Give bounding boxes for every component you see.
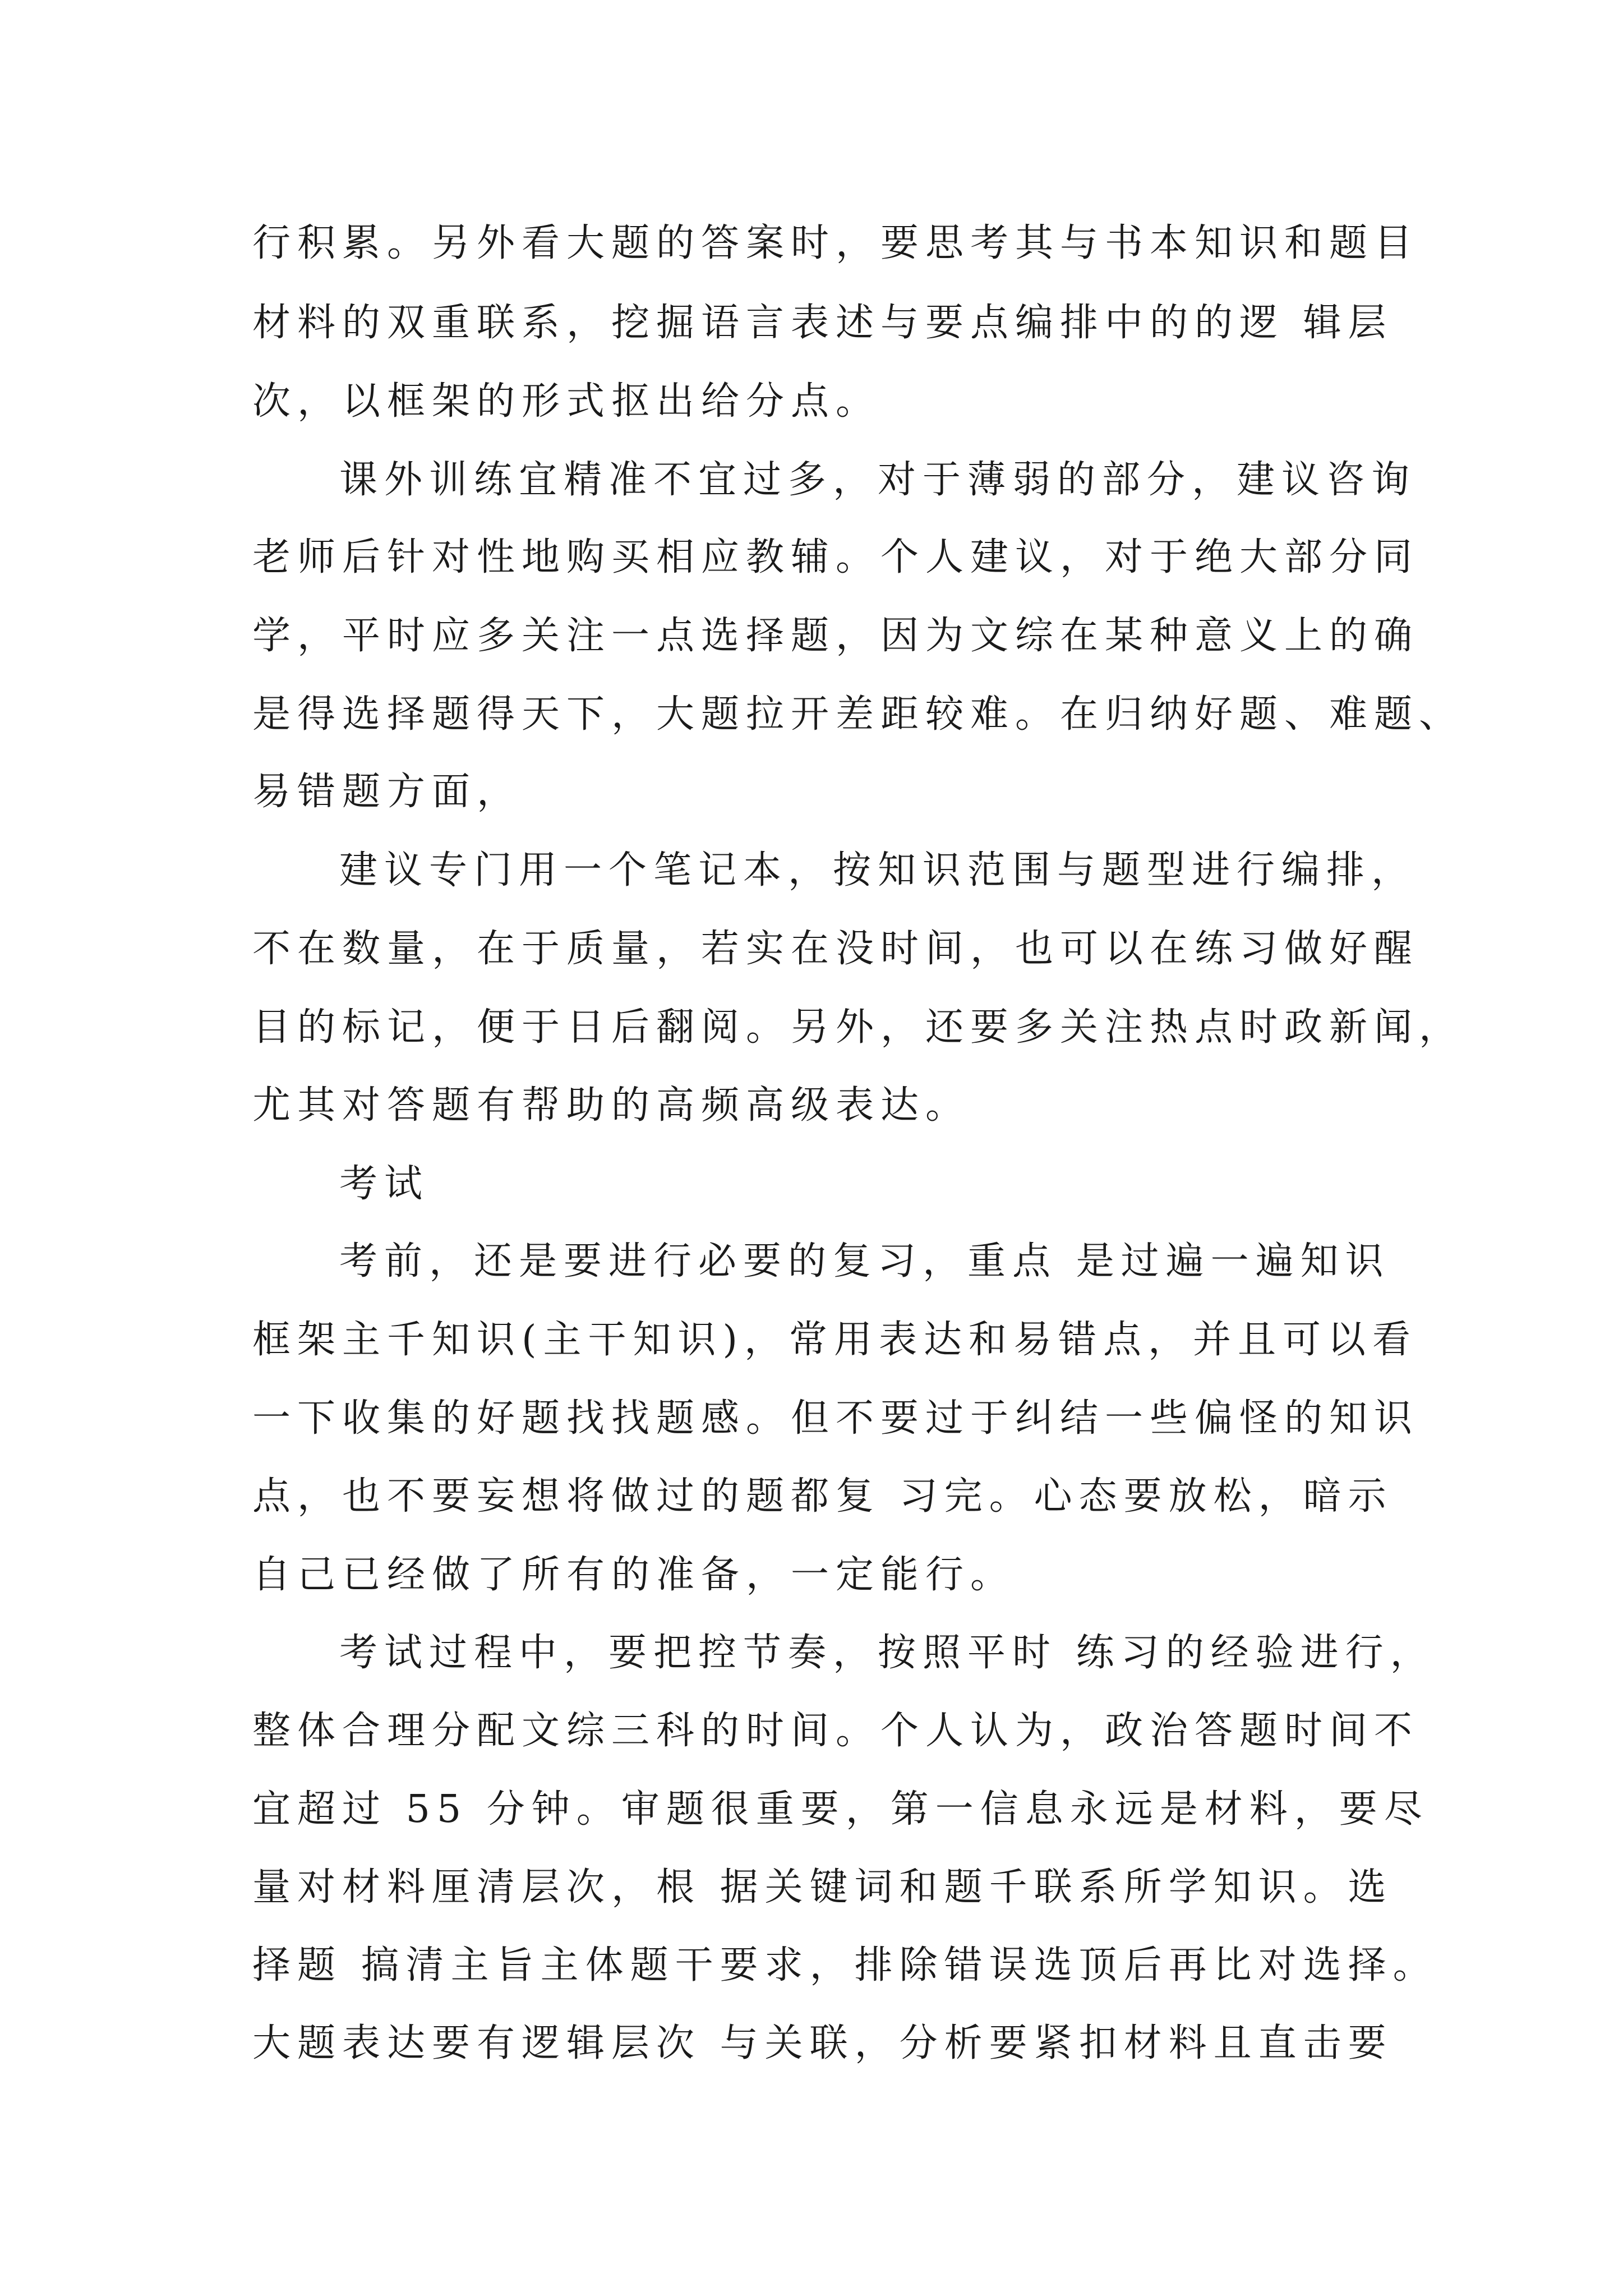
text-line: 材料的双重联系，挖掘语言表述与要点编排中的的逻 辑层 <box>252 301 1393 345</box>
section-heading: 考试 <box>339 1162 430 1206</box>
text-line: 整体合理分配文综三科的时间。个人认为，政治答题时间不 <box>252 1709 1419 1753</box>
paragraph-first-line: 建议专门用一个笔记本，按知识范围与题型进行编排， <box>339 848 1417 892</box>
text-line: 框架主千知识(主干知识)，常用表达和易错点，并且可以看 <box>252 1318 1418 1362</box>
text-line: 易错题方面， <box>252 770 522 814</box>
text-line: 目的标记，便于日后翻阅。另外，还要多关注热点时政新闻， <box>252 1005 1464 1050</box>
text-line: 学，平时应多关注一点选择题，因为文综在某种意义上的确 <box>252 614 1419 658</box>
text-line: 次，以框架的形式抠出给分点。 <box>252 379 881 424</box>
paragraph-first-line: 课外训练宜精准不宜过多，对于薄弱的部分，建议咨询 <box>339 458 1417 502</box>
text-line: 一下收集的好题找找题感。但不要过于纠结一些偏怪的知识 <box>252 1396 1419 1441</box>
paragraph-first-line: 考试过程中，要把控节奏，按照平时 练习的经验进行， <box>339 1631 1435 1675</box>
text-line: 大题表达要有逻辑层次 与关联，分析要紧扣材料且直击要 <box>252 2021 1393 2065</box>
text-line: 择题 搞清主旨主体题干要求，排除错误选顶后再比对选择。 <box>252 1943 1438 1987</box>
paragraph-first-line: 考前，还是要进行必要的复习，重点 是过遍一遍知识 <box>339 1239 1390 1283</box>
text-line: 不在数量，在于质量，若实在没时间，也可以在练习做好醒 <box>252 927 1419 971</box>
text-line: 老师后针对性地购买相应教辅。个人建议，对于绝大部分同 <box>252 535 1419 579</box>
text-line: 宜超过 55 分钟。审题很重要，第一信息永远是材料，要尽 <box>252 1787 1429 1832</box>
text-line: 量对材料厘清层次，根 据关键词和题千联系所学知识。选 <box>252 1865 1393 1910</box>
text-line: 自己已经做了所有的准备，一定能行。 <box>252 1553 1016 1597</box>
text-line: 行积累。另外看大题的答案时，要思考其与书本知识和题目 <box>252 221 1419 265</box>
text-line: 是得选择题得天下，大题拉开差距较难。在归纳好题、难题、 <box>252 692 1464 737</box>
text-line: 尤其对答题有帮助的高频高级表达。 <box>252 1083 971 1128</box>
text-line: 点，也不要妄想将做过的题都复 习完。心态要放松，暗示 <box>252 1474 1393 1519</box>
